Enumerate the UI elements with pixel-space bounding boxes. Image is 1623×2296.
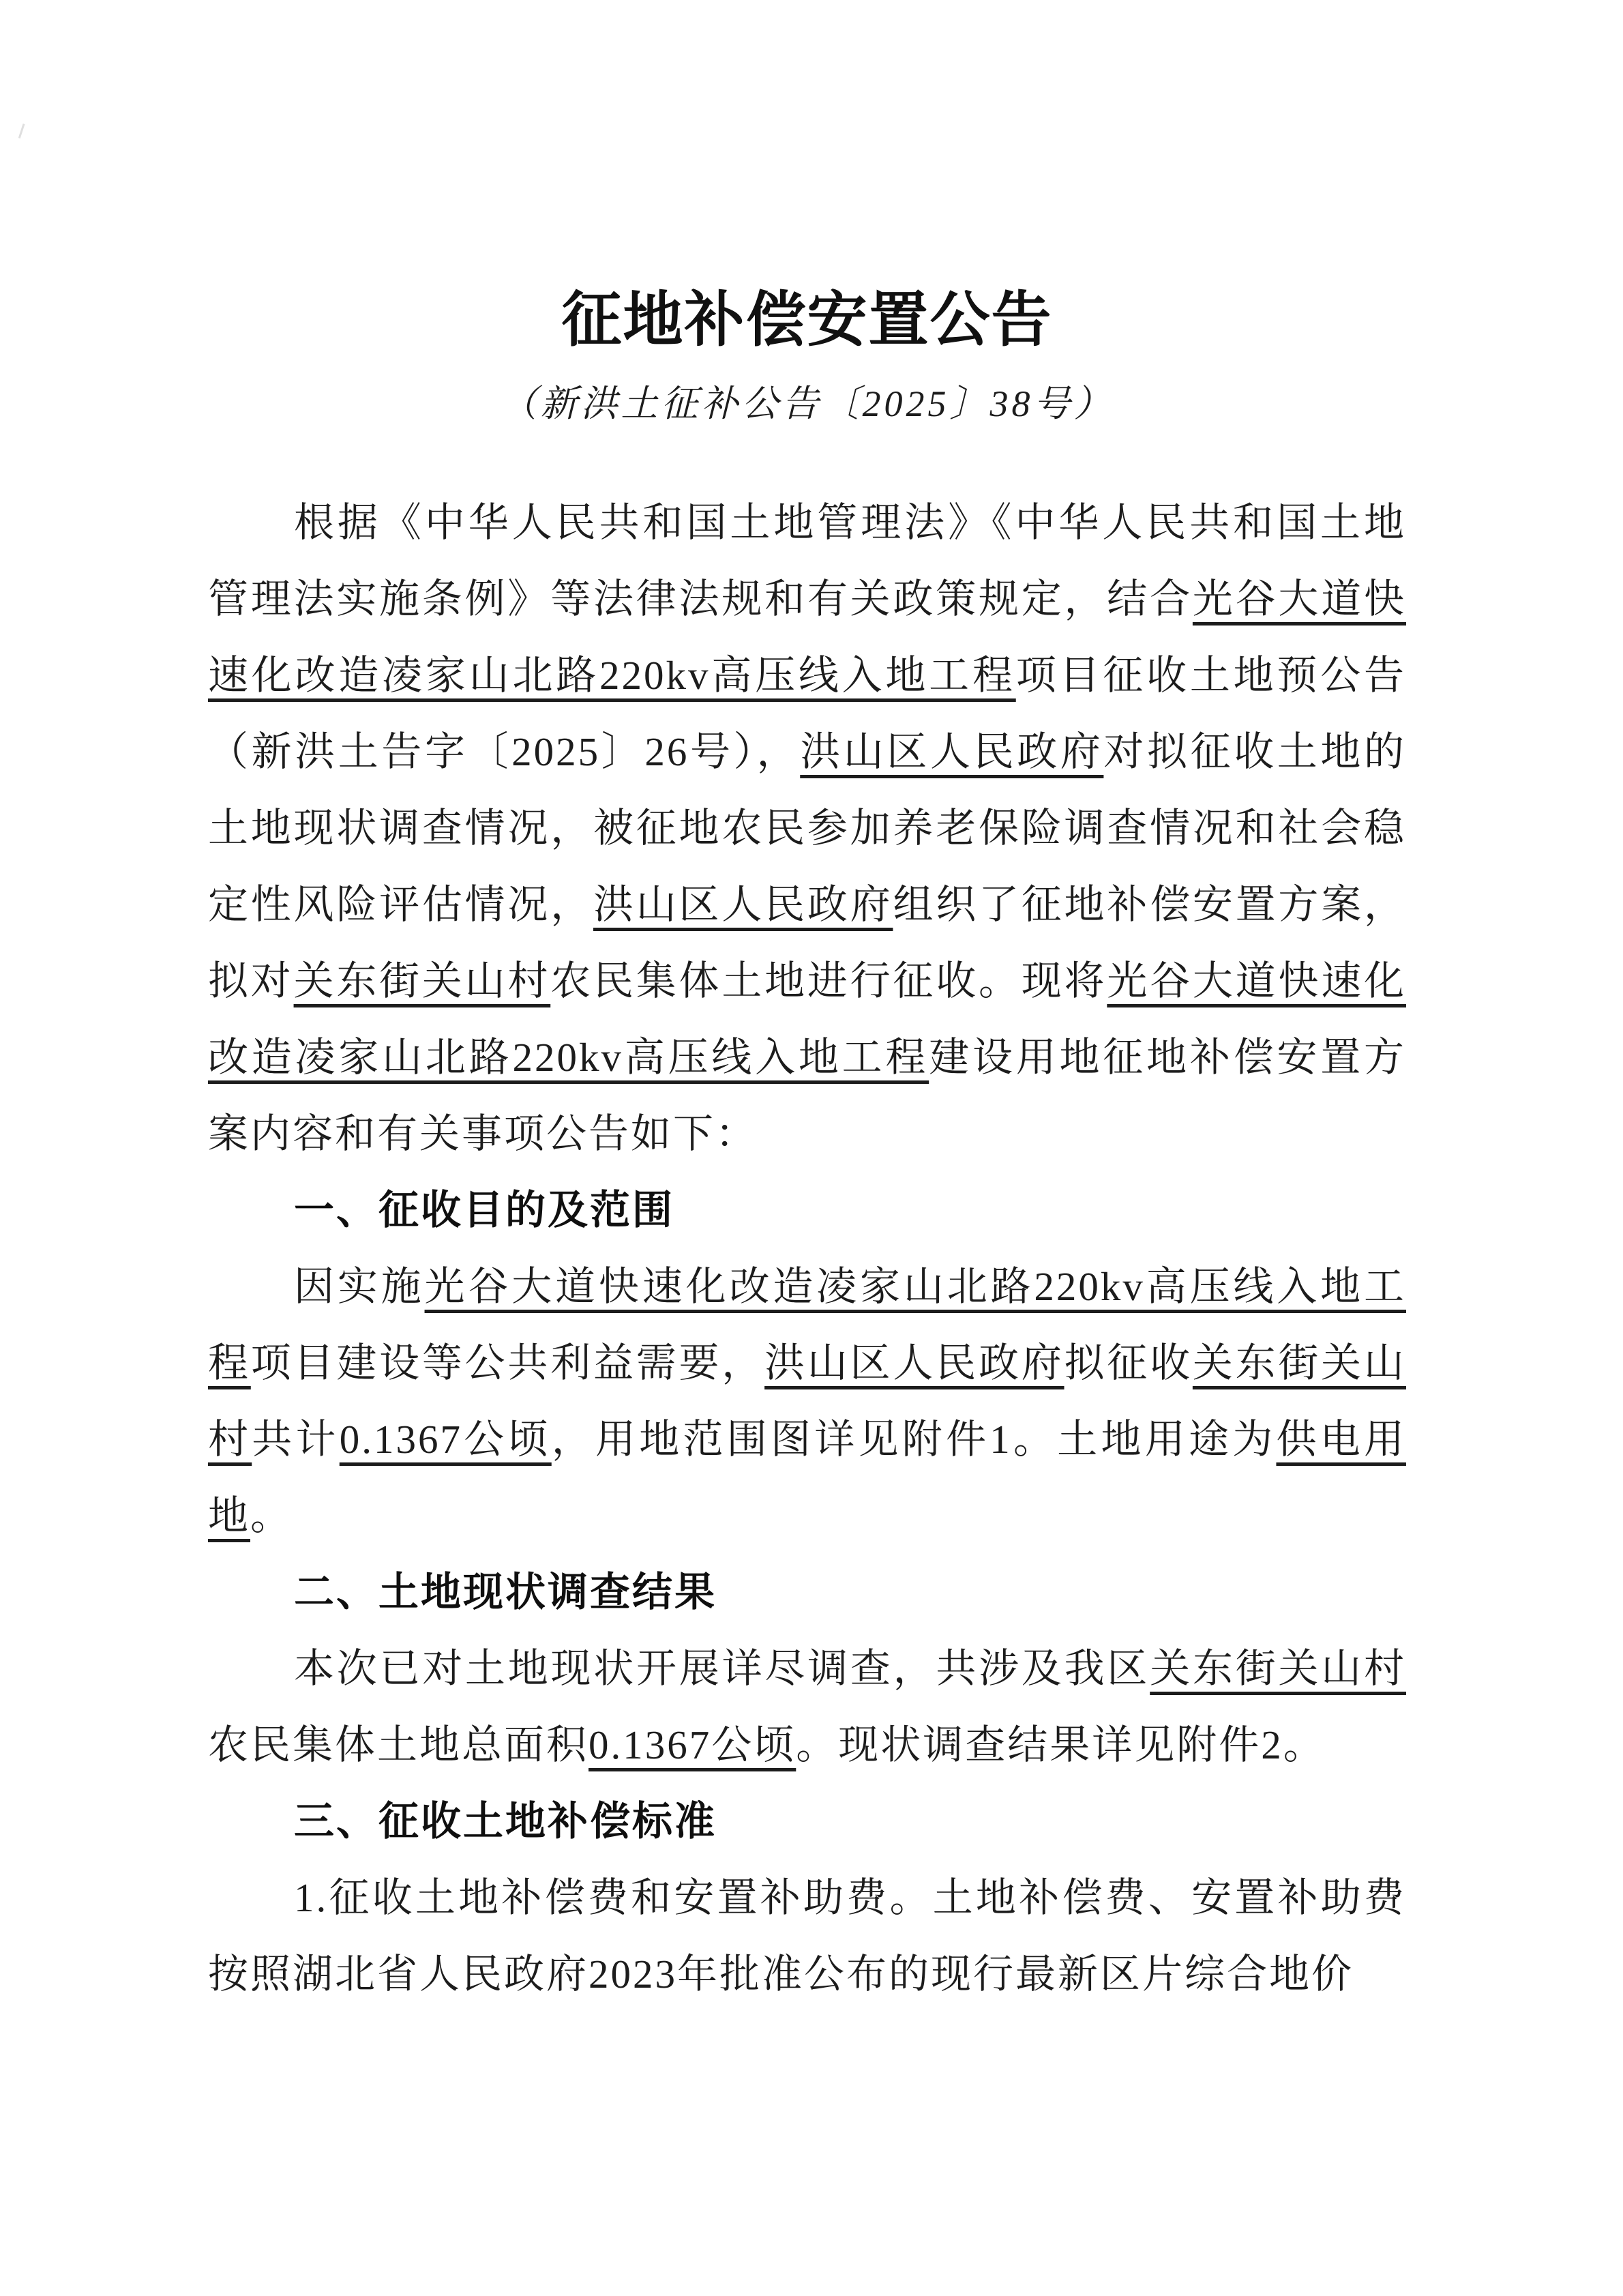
document-title: 征地补偿安置公告 [561, 288, 1053, 354]
section-heading [208, 1554, 1406, 1630]
paragraph [208, 1859, 1406, 2012]
text-run: 组织了征地补偿安置方案，拟对 [208, 882, 1406, 1003]
section-heading [208, 1783, 1406, 1859]
text-run: 项目征收土地预公告（新洪土告字〔2025〕26号）， [208, 653, 1406, 774]
text-run: 建设用地征地补偿安置方案内容和有关事项公告如下： [208, 1035, 1406, 1156]
text-run: 二、土地现状调查结果 [294, 1570, 717, 1615]
paragraph [208, 1248, 1406, 1554]
section-heading [208, 1172, 1406, 1248]
text-run: 一、征收目的及范围 [294, 1188, 675, 1233]
text-run: 因实施 [294, 1264, 425, 1309]
underlined-text: 0.1367公顷 [589, 1722, 796, 1767]
document-number: （新洪土征补公告〔2025〕38号） [500, 383, 1114, 424]
underlined-text: 光谷大道快速化改造凌家山北路220kv高压线入地工程 [208, 958, 1406, 1080]
text-run: 农民集体土地总面积 [208, 1722, 589, 1767]
underlined-text: 光谷大道快速化改造凌家山北路220kv高压线入地工程 [208, 576, 1406, 698]
scan-artifact [18, 123, 29, 140]
text-run: 对拟征收土地的土地现状调查情况，被征地农民参加养老保险调查情况和社会稳定性风险评估情况， [208, 729, 1406, 927]
text-run: 。 [250, 1493, 293, 1538]
text-run: 本次已对土地现状开展详尽调查，共涉及我区 [294, 1646, 1150, 1691]
paragraph [208, 1630, 1406, 1783]
document-body [208, 484, 1406, 2012]
paragraph [208, 484, 1406, 1172]
underlined-text: 关东街关山村 [208, 1340, 1406, 1462]
underlined-text: 洪山区人民政府 [764, 1340, 1064, 1385]
underlined-text: 关东街关山村 [1150, 1646, 1406, 1691]
text-run: 。现状调查结果详见附件2。 [796, 1722, 1326, 1767]
text-run: 根据《中华人民共和国土地管理法》《中华人民共和国土地管理法实施条例》等法律法规和有关政策规定，结合 [208, 500, 1406, 621]
text-run: 农民集体土地进行征收。现将 [550, 958, 1107, 1003]
underlined-text: 0.1367公顷 [339, 1417, 552, 1462]
text-run: 项目建设等公共利益需要， [250, 1340, 765, 1385]
underlined-text: 洪山区人民政府 [800, 729, 1104, 774]
text-run: 三、征收土地补偿标准 [294, 1799, 717, 1844]
text-run: ，用地范围图详见附件1。土地用途为 [551, 1417, 1277, 1462]
underlined-text: 供电用地 [208, 1417, 1406, 1538]
text-run: 共计 [252, 1417, 340, 1462]
underlined-text: 洪山区人民政府 [593, 882, 893, 927]
underlined-text: 关东街关山村 [293, 958, 551, 1003]
text-run: 1.征收土地补偿费和安置补助费。土地补偿费、安置补助费按照湖北省人民政府2023年批准公布的现行最新区片综合地价 [208, 1875, 1406, 1997]
text-run: 拟征收 [1064, 1340, 1193, 1385]
underlined-text: 光谷大道快速化改造凌家山北路220kv高压线入地工程 [208, 1264, 1406, 1385]
